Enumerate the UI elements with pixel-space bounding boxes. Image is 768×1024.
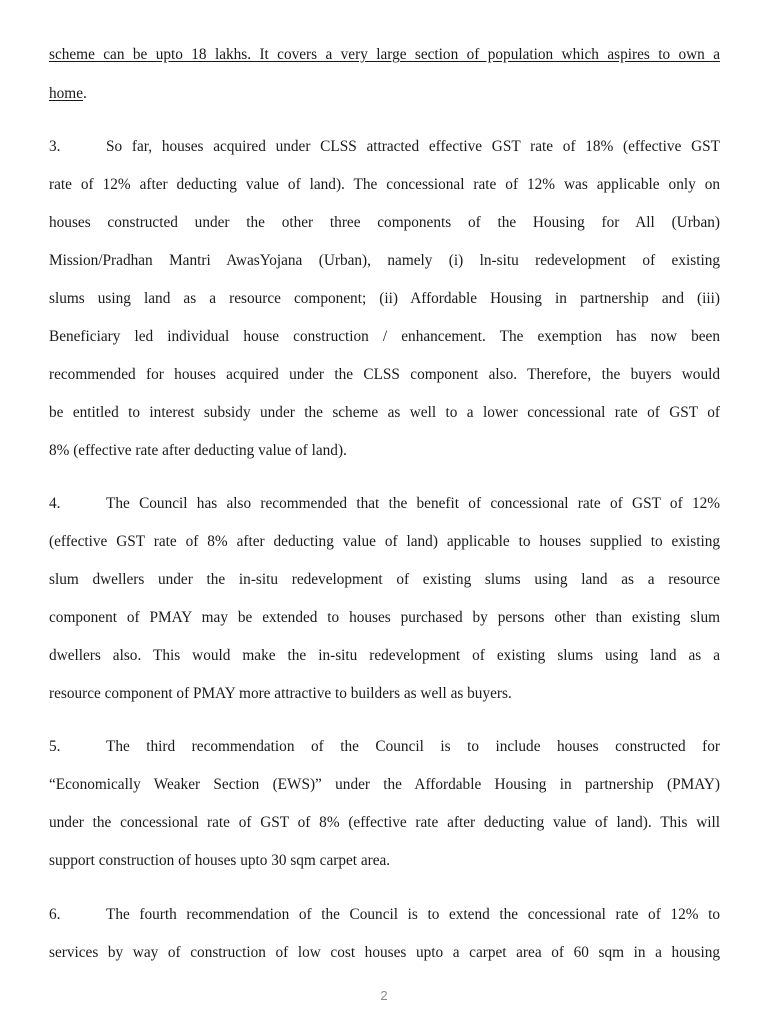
paragraph-5-line-1 bbox=[49, 737, 720, 757]
paragraph-3-line-6: Beneficiary led individual house construction / enhancement. The exemption has now been bbox=[49, 328, 720, 345]
paragraph-4-line-4: component of PMAY may be extended to houses purchased by persons other than existing slum bbox=[49, 609, 720, 626]
paragraph-4-line-5: dwellers also. This would make the in-situ redevelopment of existing slums using land as a bbox=[49, 647, 720, 664]
paragraph-3-text-1: So far, houses acquired under CLSS attracted effective GST rate of 18% (effective GST bbox=[106, 138, 720, 155]
paragraph-4-line-2: (effective GST rate of 8% after deducting value of land) applicable to houses supplied to existing bbox=[49, 533, 720, 550]
paragraph-5-line-4: support construction of houses upto 30 sqm carpet area. bbox=[49, 852, 391, 869]
paragraph-5-number: 5. bbox=[49, 738, 61, 755]
paragraph-3-line-1 bbox=[49, 137, 720, 157]
paragraph-3-line-3: houses constructed under the other three components of the Housing for All (Urban) bbox=[49, 214, 720, 231]
paragraph-5-text-1: The third recommendation of the Council is to include houses constructed for bbox=[106, 738, 720, 755]
paragraph-3-line-5: slums using land as a resource component; (ii) Affordable Housing in partnership and (iii) bbox=[49, 290, 720, 307]
intro-line-1: scheme can be upto 18 lakhs. It covers a very large section of population which aspires to own a bbox=[49, 46, 720, 63]
paragraph-3-line-9: 8% (effective rate after deducting value of land). bbox=[49, 442, 347, 459]
paragraph-3-line-4: Mission/Pradhan Mantri AwasYojana (Urban), namely (i) ln-situ redevelopment of existing bbox=[49, 252, 720, 269]
intro-line-2 bbox=[49, 84, 720, 104]
paragraph-4-line-1 bbox=[49, 494, 720, 514]
paragraph-4-line-3: slum dwellers under the in-situ redevelopment of existing slums using land as a resource bbox=[49, 571, 720, 588]
paragraph-3-number: 3. bbox=[49, 138, 61, 155]
paragraph-6-line-2: services by way of construction of low cost houses upto a carpet area of 60 sqm in a housing bbox=[49, 944, 720, 961]
paragraph-3-line-7: recommended for houses acquired under the CLSS component also. Therefore, the buyers would bbox=[49, 366, 720, 383]
paragraph-4-number: 4. bbox=[49, 495, 61, 512]
intro-underlined-word: home bbox=[49, 85, 83, 102]
page-number: 2 bbox=[380, 988, 388, 1003]
paragraph-4-text-1: The Council has also recommended that the benefit of concessional rate of GST of 12% bbox=[106, 495, 720, 512]
paragraph-3-line-8: be entitled to interest subsidy under the scheme as well to a lower concessional rate of GST of bbox=[49, 404, 720, 421]
paragraph-5-line-2: “Economically Weaker Section (EWS)” under the Affordable Housing in partnership (PMAY) bbox=[49, 776, 720, 793]
paragraph-6-text-1: The fourth recommendation of the Council is to extend the concessional rate of 12% to bbox=[106, 906, 720, 923]
paragraph-4-line-6: resource component of PMAY more attractive to builders as well as buyers. bbox=[49, 685, 512, 702]
intro-period: . bbox=[83, 85, 87, 102]
paragraph-6-line-1 bbox=[49, 905, 720, 925]
paragraph-5-line-3: under the concessional rate of GST of 8% (effective rate after deducting value of land). This will bbox=[49, 814, 720, 831]
paragraph-3-line-2: rate of 12% after deducting value of land). The concessional rate of 12% was applicable only on bbox=[49, 176, 720, 193]
paragraph-6-number: 6. bbox=[49, 906, 61, 923]
